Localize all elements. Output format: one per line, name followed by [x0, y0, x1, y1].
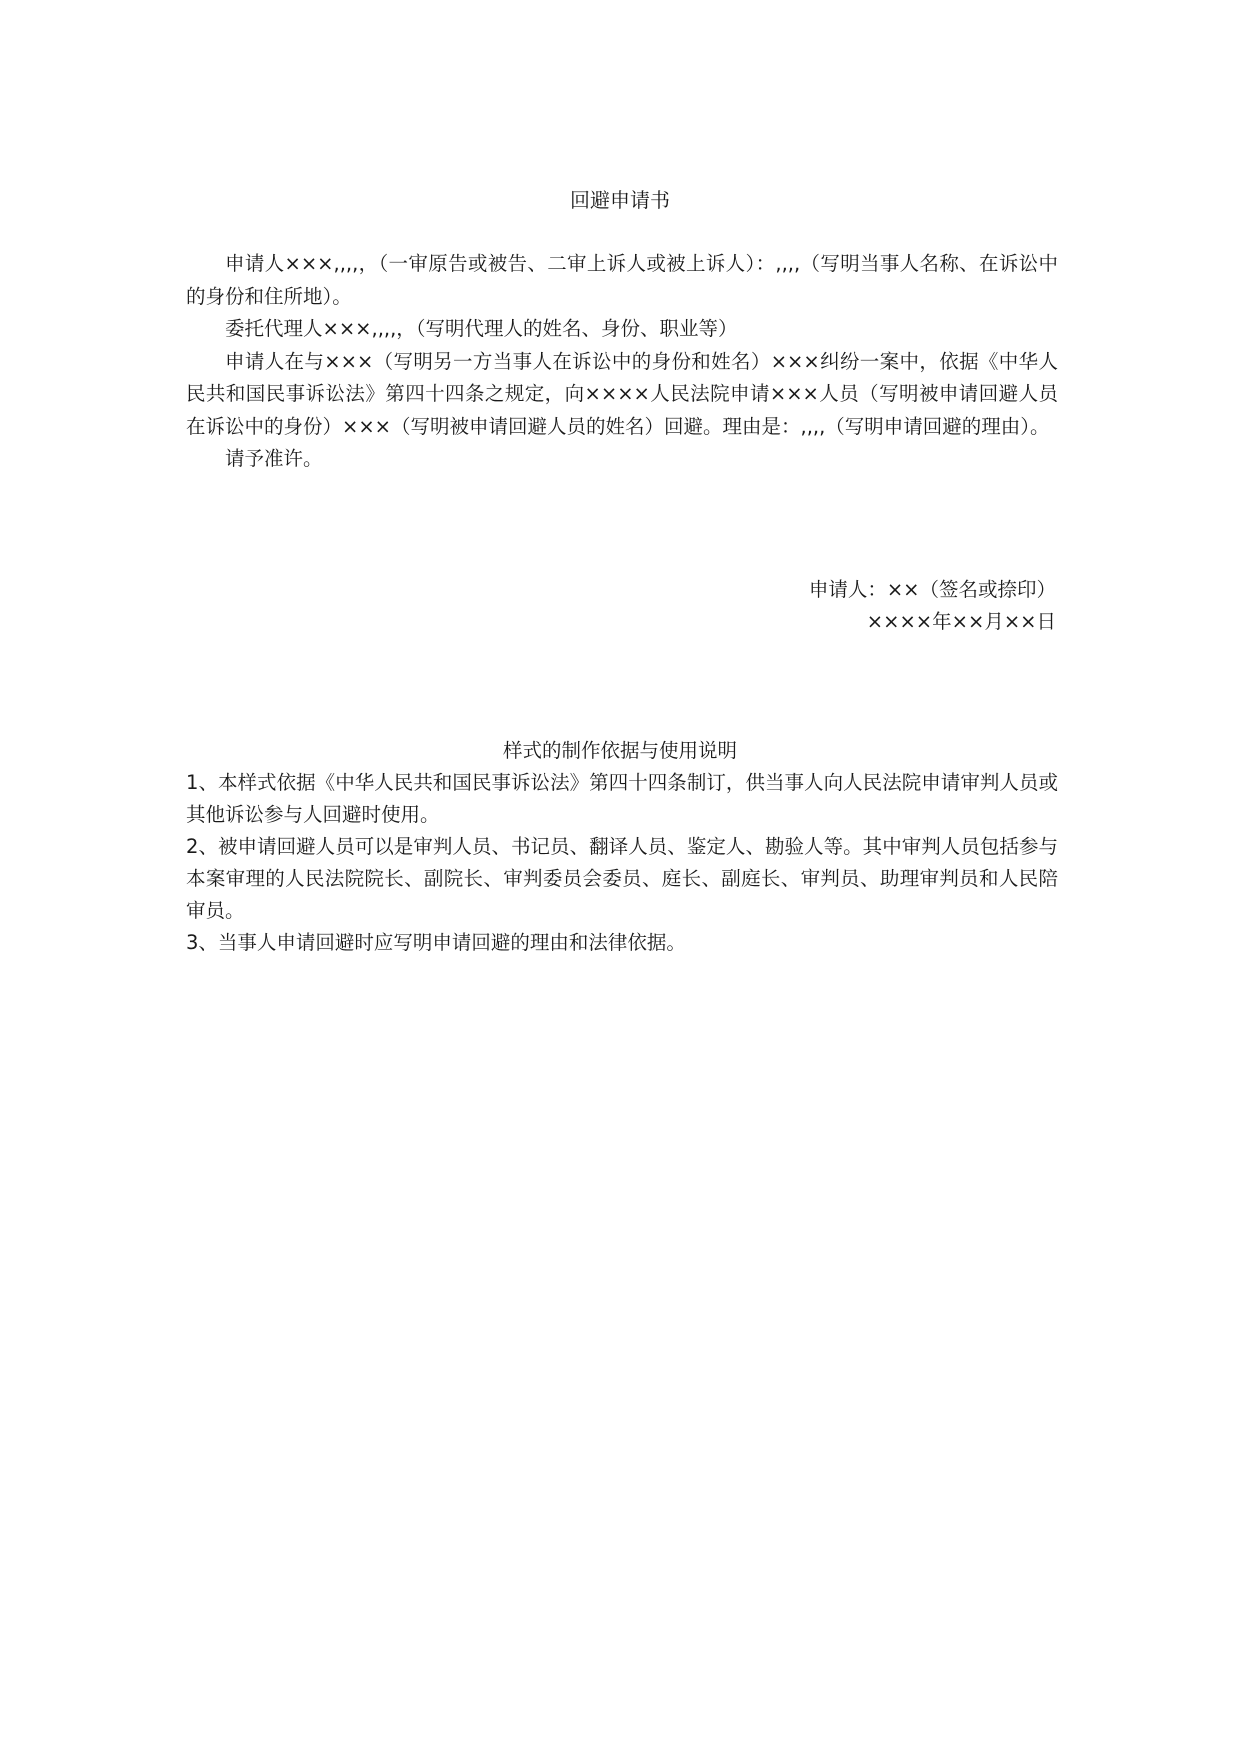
- signature-block: [556, 574, 1056, 638]
- document-body: [186, 248, 1058, 476]
- notes-item: 1、本样式依据《中华人民共和国民事诉讼法》第四十四条制订，供当事人向人民法院申请审判人员或其他诉讼参与人回避时使用。: [186, 771, 1058, 826]
- agent-paragraph: 委托代理人×××,,,,，（写明代理人的姓名、身份、职业等）: [225, 317, 738, 340]
- notes-item: 2、被申请回避人员可以是审判人员、书记员、翻译人员、鉴定人、勘验人等。其中审判人员包括参与本案审理的人民法院院长、副院长、审判委员会委员、庭长、副庭长、审判员、助理审判员和人民陪审员。: [186, 835, 1058, 922]
- document-title: 回避申请书: [570, 188, 670, 212]
- notes-title: 样式的制作依据与使用说明: [502, 739, 737, 762]
- request-paragraph: 申请人在与×××（写明另一方当事人在诉讼中的身份和姓名）×××纠纷一案中，依据《中华人民共和国民事诉讼法》第四十四条之规定，向××××人民法院申请×××人员（写明被申请回避人员在诉讼中的身份）×××（写明被申请回避人员的姓名）回避。理由是：,,,,（写明申请回避的理由）。: [186, 349, 1058, 438]
- signature-applicant: 申请人：××（签名或捺印）: [808, 578, 1056, 601]
- closing-paragraph: 请予准许。: [225, 447, 323, 470]
- signature-date: ××××年××月××日: [866, 610, 1056, 633]
- notes-list: [186, 767, 1058, 959]
- notes-item: 3、当事人申请回避时应写明申请回避的理由和法律依据。: [186, 931, 686, 954]
- applicant-paragraph: 申请人×××,,,,，（一审原告或被告、二审上诉人或被上诉人）：,,,,（写明当事人名称、在诉讼中的身份和住所地）。: [186, 252, 1058, 308]
